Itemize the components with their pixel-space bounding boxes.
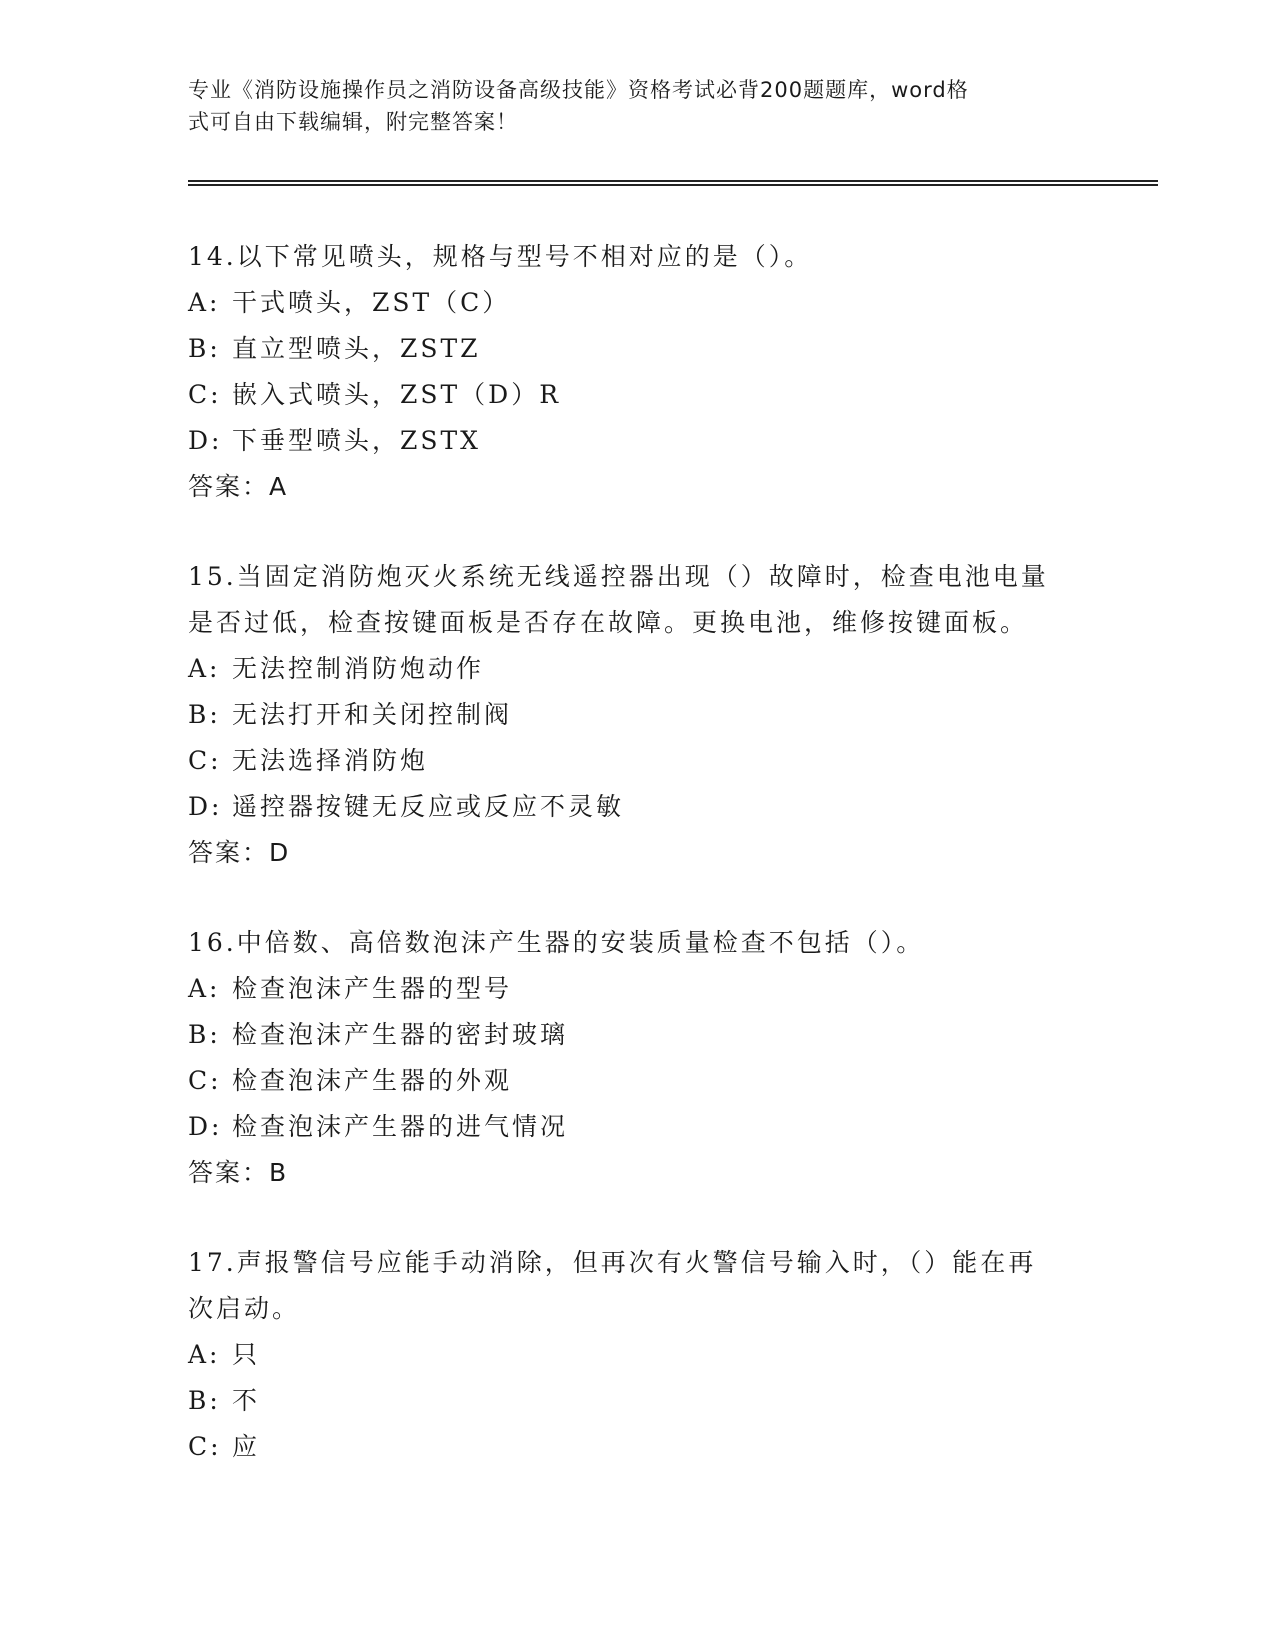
option-text: 应 <box>232 1432 261 1461</box>
question-14 <box>188 234 1088 510</box>
option-b <box>188 1378 1088 1424</box>
header-title-line-2: 式可自由下载编辑，附完整答案！ <box>188 110 518 134</box>
option-b <box>188 1012 1088 1058</box>
option-letter: C: <box>188 380 222 409</box>
option-letter: D: <box>188 792 223 821</box>
option-letter: D: <box>188 1112 223 1141</box>
option-text: 只 <box>232 1340 261 1369</box>
option-c <box>188 1424 1088 1470</box>
question-list <box>188 234 1088 1514</box>
option-letter: A: <box>188 974 221 1003</box>
option-a <box>188 646 1088 692</box>
question-stem-line-2: 是否过低，检查按键面板是否存在故障。更换电池，维修按键面板。 <box>188 608 1029 637</box>
option-text: 检查泡沫产生器的进气情况 <box>232 1112 569 1141</box>
option-letter: D: <box>188 426 223 455</box>
option-text: 无法控制消防炮动作 <box>232 654 485 683</box>
option-c <box>188 1058 1088 1104</box>
option-letter: A: <box>188 654 221 683</box>
question-stem: 16.中倍数、高倍数泡沫产生器的安装质量检查不包括（）。 <box>188 928 925 957</box>
option-letter: C: <box>188 746 222 775</box>
option-text: 不 <box>232 1386 261 1415</box>
header-title-line-1: 专业《消防设施操作员之消防设备高级技能》资格考试必背200题题库，word格 <box>188 78 969 102</box>
answer-line: 答案：A <box>188 472 289 501</box>
option-letter: B: <box>188 1020 221 1049</box>
question-17 <box>188 1240 1088 1470</box>
option-text: 遥控器按键无反应或反应不灵敏 <box>232 792 625 821</box>
header-divider-bottom <box>188 184 1158 186</box>
option-letter: A: <box>188 288 221 317</box>
option-text: 无法选择消防炮 <box>232 746 429 775</box>
option-b <box>188 326 1088 372</box>
answer-line: 答案：D <box>188 838 291 867</box>
option-b <box>188 692 1088 738</box>
option-text: 无法打开和关闭控制阀 <box>232 700 513 729</box>
option-text: 嵌入式喷头，ZST（D）R <box>232 380 562 409</box>
document-header <box>188 74 1088 138</box>
option-d <box>188 418 1088 464</box>
option-letter: A: <box>188 1340 221 1369</box>
question-stem-line-1: 15.当固定消防炮灭火系统无线遥控器出现（）故障时，检查电池电量 <box>188 562 1049 591</box>
question-15 <box>188 554 1088 876</box>
option-text: 检查泡沫产生器的型号 <box>232 974 513 1003</box>
option-c <box>188 738 1088 784</box>
option-a <box>188 966 1088 1012</box>
option-letter: C: <box>188 1432 222 1461</box>
answer-line: 答案：B <box>188 1158 289 1187</box>
option-d <box>188 1104 1088 1150</box>
option-text: 检查泡沫产生器的密封玻璃 <box>232 1020 569 1049</box>
option-a <box>188 1332 1088 1378</box>
header-divider-top <box>188 180 1158 182</box>
option-letter: B: <box>188 700 221 729</box>
question-stem-line-1: 17.声报警信号应能手动消除，但再次有火警信号输入时，（）能在再 <box>188 1248 1037 1277</box>
option-text: 干式喷头，ZST（C） <box>232 288 511 317</box>
option-d <box>188 784 1088 830</box>
option-text: 检查泡沫产生器的外观 <box>232 1066 513 1095</box>
option-c <box>188 372 1088 418</box>
question-stem-line-2: 次启动。 <box>188 1294 301 1323</box>
option-a <box>188 280 1088 326</box>
option-letter: B: <box>188 334 221 363</box>
option-letter: C: <box>188 1066 222 1095</box>
question-stem: 14.以下常见喷头，规格与型号不相对应的是（）。 <box>188 242 813 271</box>
option-text: 直立型喷头，ZSTZ <box>232 334 481 363</box>
option-text: 下垂型喷头，ZSTX <box>232 426 481 455</box>
question-16 <box>188 920 1088 1196</box>
option-letter: B: <box>188 1386 221 1415</box>
